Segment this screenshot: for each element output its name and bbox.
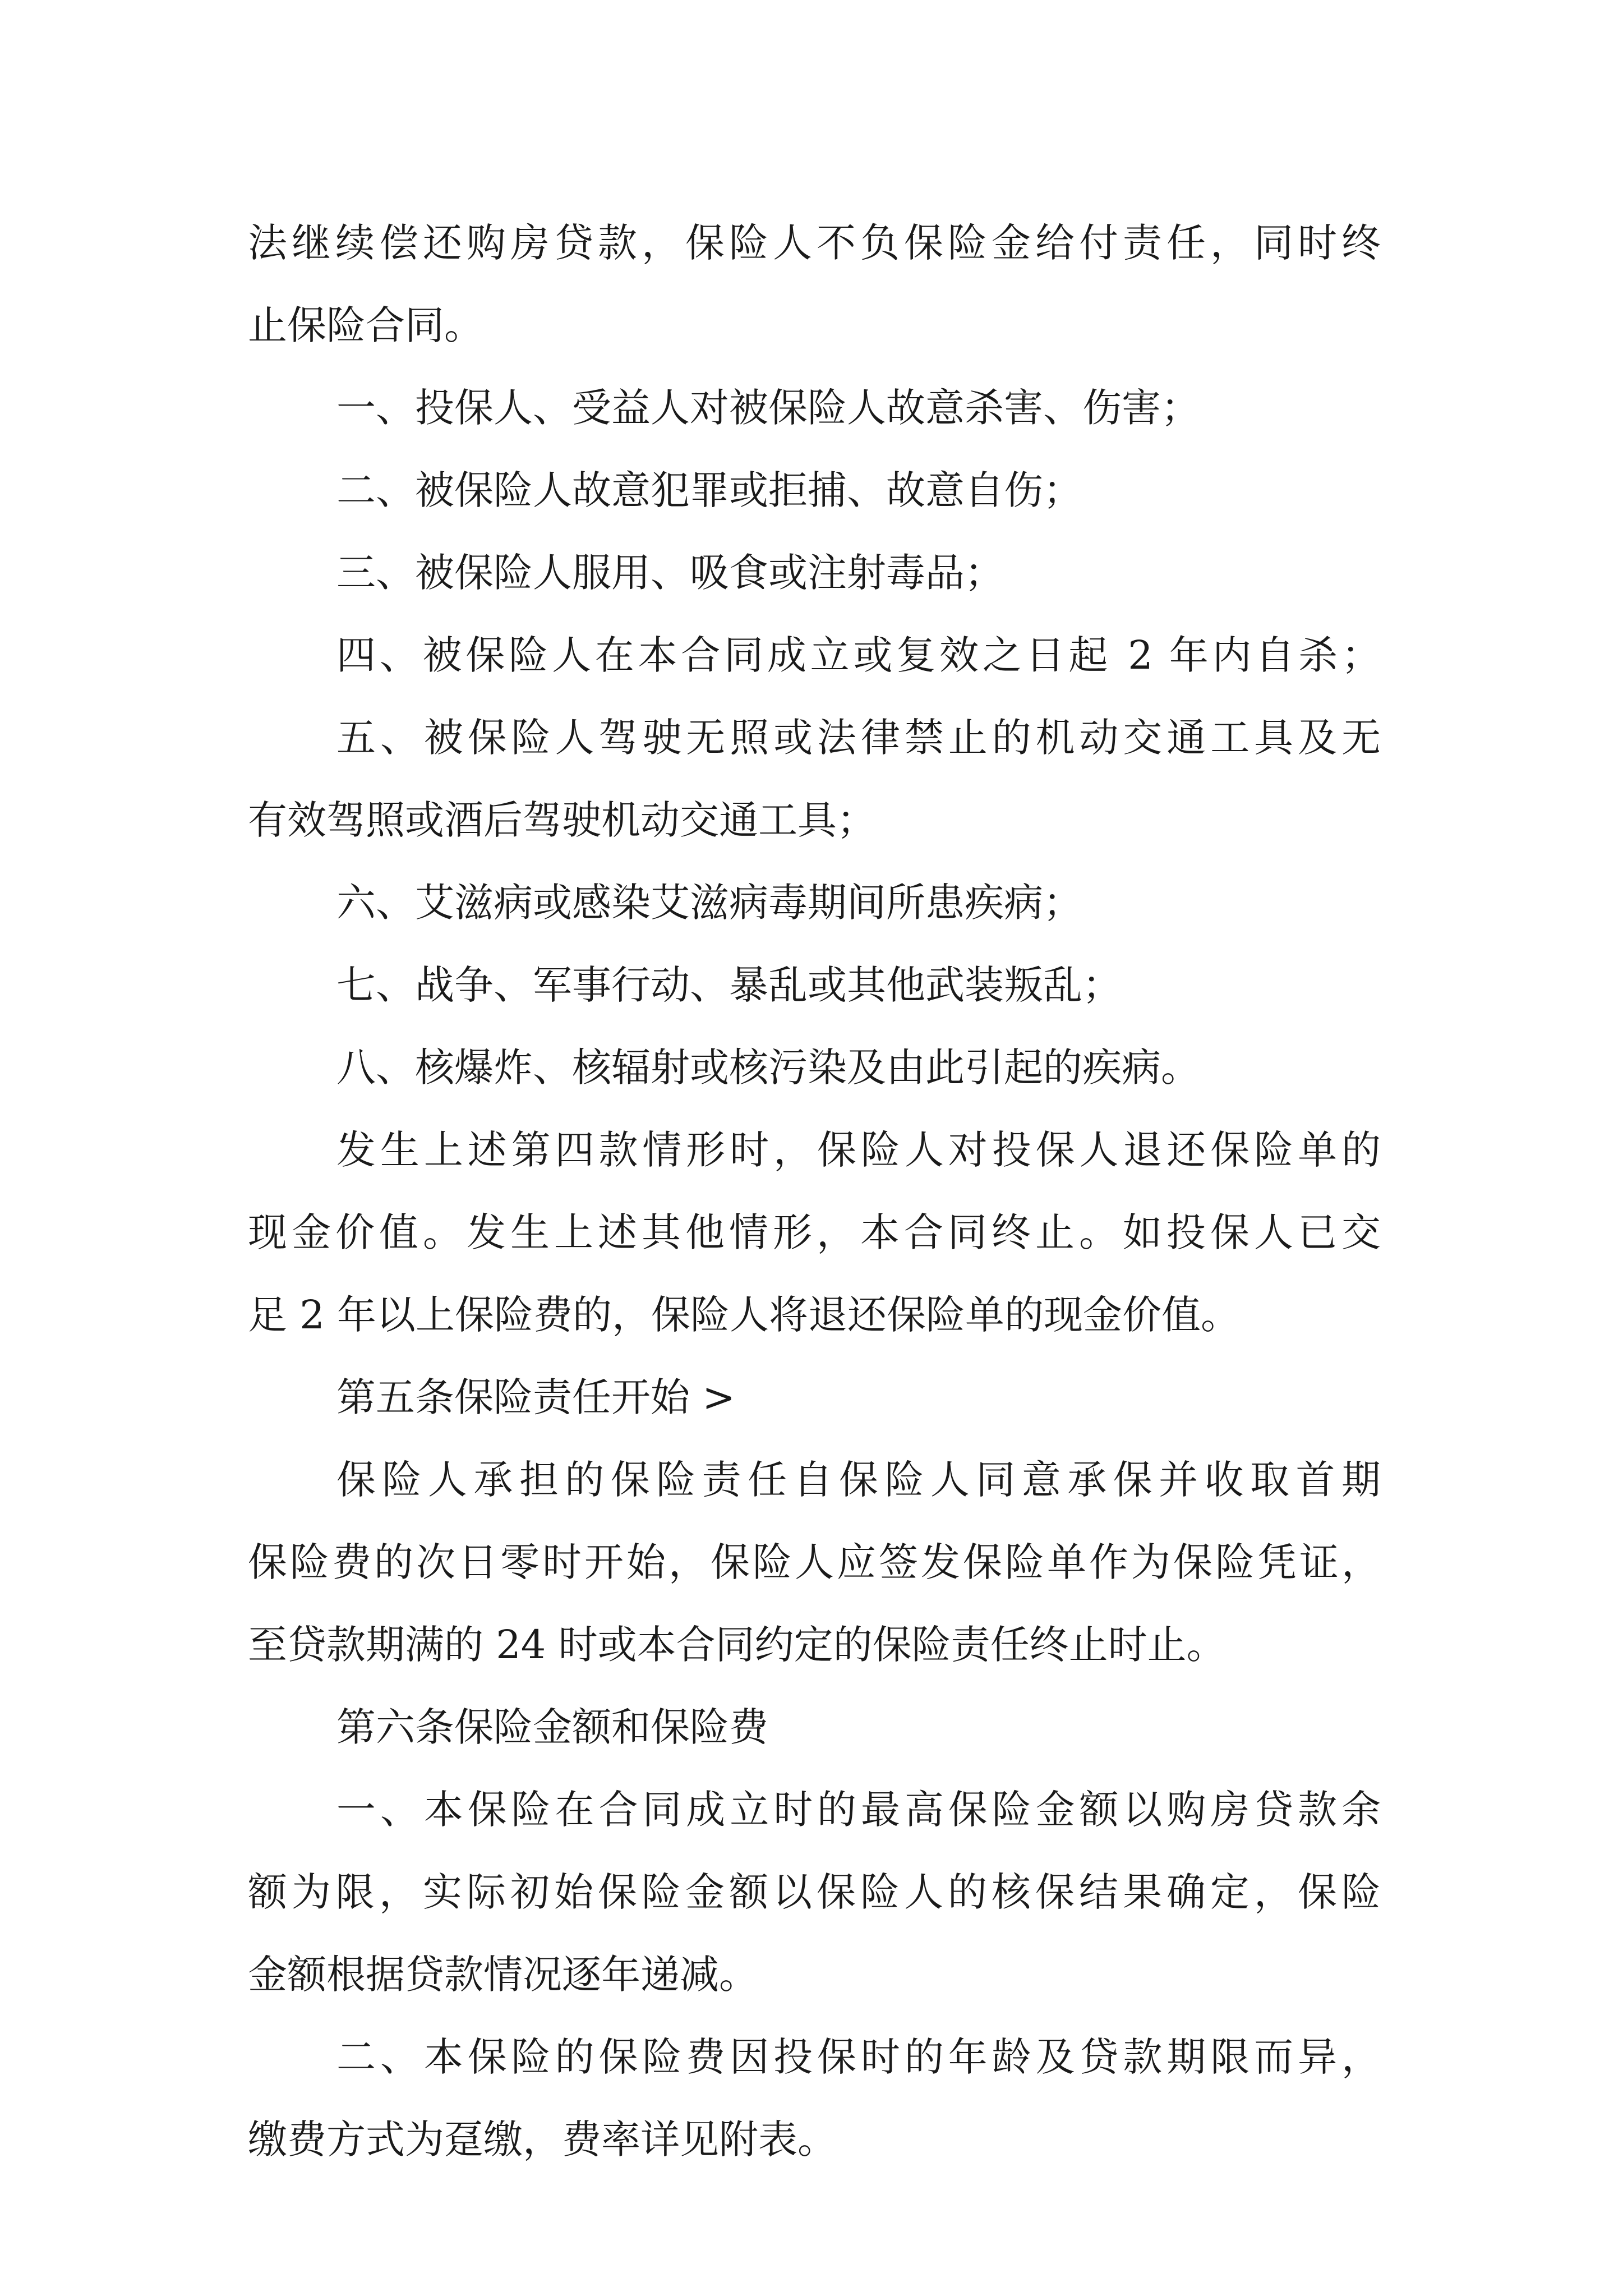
exclusion-item-5-continued: 有效驾照或酒后驾驶机动交通工具； [248,797,876,843]
exclusion-item-5: 五、被保险人驾驶无照或法律禁止的机动交通工具及无 [336,715,1381,761]
exclusion-item-7: 七、战争、军事行动、暴乱或其他武装叛乱； [336,962,1122,1008]
paragraph-line: 发生上述第四款情形时，保险人对投保人退还保险单的 [336,1127,1381,1173]
paragraph-line: 额为限，实际初始保险金额以保险人的核保结果确定，保险 [248,1869,1381,1915]
exclusion-item-1: 一、投保人、受益人对被保险人故意杀害、伤害； [336,385,1200,431]
paragraph-line: 现金价值。发生上述其他情形，本合同终止。如投保人已交 [248,1209,1381,1255]
paragraph-line: 金额根据贷款情况逐年递减。 [248,1952,758,1998]
paragraph-line: 一、本保险在合同成立时的最高保险金额以购房贷款余 [336,1787,1381,1833]
paragraph-line: 缴费方式为趸缴，费率详见附表。 [248,2116,837,2162]
article-6-heading: 第六条保险金额和保险费 [336,1704,768,1750]
text-line-1: 法继续偿还购房贷款，保险人不负保险金给付责任，同时终 [248,220,1381,266]
paragraph-line: 保险人承担的保险责任自保险人同意承保并收取首期 [336,1457,1381,1503]
paragraph-line: 至贷款期满的 24 时或本合同约定的保险责任终止时止。 [248,1622,1226,1668]
exclusion-item-2: 二、被保险人故意犯罪或拒捕、故意自伤； [336,467,1082,513]
text-line-2: 止保险合同。 [248,302,483,348]
paragraph-line: 保险费的次日零时开始，保险人应签发保险单作为保险凭证， [248,1539,1381,1585]
article-5-heading: 第五条保险责任开始 > [336,1374,735,1420]
body-text [248,202,1381,2181]
paragraph-line: 二、本保险的保险费因投保时的年龄及贷款期限而异， [336,2034,1381,2080]
exclusion-item-6: 六、艾滋病或感染艾滋病毒期间所患疾病； [336,880,1082,926]
paragraph-line: 足 2 年以上保险费的，保险人将退还保险单的现金价值。 [248,1292,1241,1338]
exclusion-item-3: 三、被保险人服用、吸食或注射毒品； [336,550,1004,596]
exclusion-item-8: 八、核爆炸、核辐射或核污染及由此引起的疾病。 [336,1045,1200,1091]
exclusion-item-4: 四、被保险人在本合同成立或复效之日起 2 年内自杀； [336,632,1381,678]
